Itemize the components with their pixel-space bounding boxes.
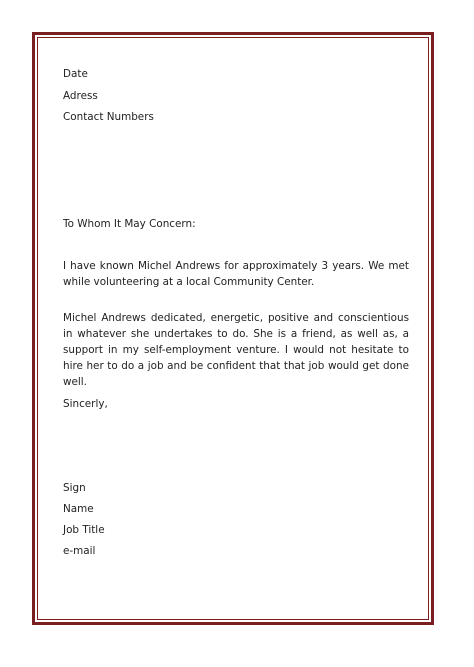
closing: Sincerly, [63, 398, 108, 410]
address-field: Adress [63, 90, 98, 102]
signature-email: e-mail [63, 545, 96, 557]
signature-name: Name [63, 503, 94, 515]
signature-sign: Sign [63, 482, 86, 494]
paragraph-intro: I have known Michel Andrews for approximately 3 years. We met while volunteering at a local Community Center. [63, 260, 409, 288]
paragraph-recommendation: Michel Andrews dedicated, energetic, positive and conscientious in whatever she undertakes to do. She is a friend, as well as, a support in my self-employment venture. I would not hesitate to hire her to do a job and be confident that that job would get done well. [63, 312, 409, 388]
contact-numbers-field: Contact Numbers [63, 111, 154, 123]
salutation: To Whom It May Concern: [63, 218, 196, 230]
signature-job-title: Job Title [63, 524, 105, 536]
date-field: Date [63, 68, 88, 80]
